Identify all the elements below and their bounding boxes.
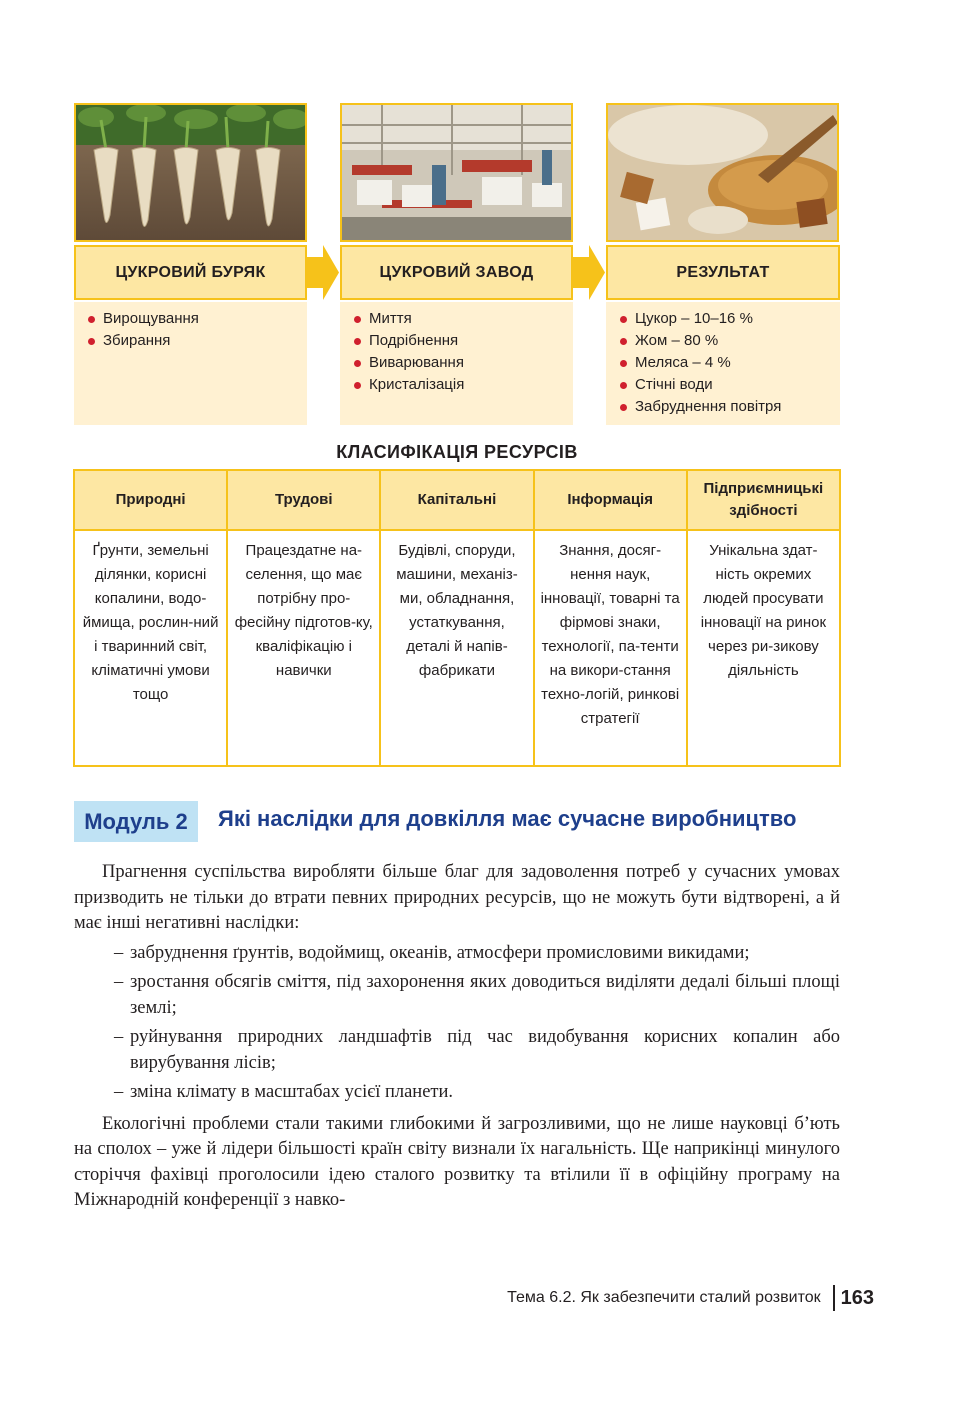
body-text [74, 860, 840, 1214]
list-item: Меляса – 4 % [620, 352, 840, 374]
list-item-text: зростання обсягів сміття, під захоронення яких доводиться виділяти дедалі більші площі землі; [130, 972, 840, 1018]
table-row [74, 530, 840, 766]
column-header: Капітальні [380, 470, 533, 530]
flow-heading: РЕЗУЛЬТАТ [606, 245, 840, 300]
sugar-photo [606, 103, 839, 242]
intro-paragraph: Прагнення суспільства виробляти більше благ для задоволення потреб у сучасних умовах призводить не тільки до втрати певних природних ресурсів, що не можуть бути відтворені, а й має інші негативні наслідки: [74, 862, 840, 933]
list-item [74, 1080, 840, 1106]
list-item [74, 970, 840, 1021]
arrow-right-icon [573, 245, 605, 300]
flow-steps [74, 302, 307, 425]
flow-steps [606, 302, 840, 425]
module-label: Модуль 2 [74, 801, 198, 842]
flow-column-sugar-beet [74, 103, 307, 425]
list-item-text: забруднення ґрунтів, водоймищ, океанів, атмосфери промисловими викидами; [130, 942, 750, 963]
list-item: Миття [354, 308, 573, 330]
column-header: Інформація [534, 470, 687, 530]
list-item: Подрібнення [354, 330, 573, 352]
flow-heading: ЦУКРОВИЙ ЗАВОД [340, 245, 573, 300]
list-item: Вирощування [88, 308, 307, 330]
list-item-text: зміна клімату в масштабах усієї планети. [130, 1082, 454, 1102]
flow-column-sugar-factory [340, 103, 573, 425]
table-cell: Будівлі, споруди, машини, механіз-ми, обладнання, устаткування, деталі й напів-фабрикати [380, 530, 533, 766]
conclusion-paragraph: Екологічні проблеми стали такими глибокими й загрозливими, що не лише науковці б’ють на сполох – уже й лідери більшості країн світу визнали їх нагальність. Ще наприкінці минулого сторіччя фахівці проголосили ідею сталого розвитку та втілили її в офіційну програму на Міжнародній конференції з навко- [74, 1113, 840, 1210]
topic-title: Тема 6.2. Як забезпечити сталий розвиток [507, 1289, 821, 1306]
list-item: Цукор – 10–16 % [620, 308, 840, 330]
list-item [74, 941, 840, 967]
list-item-text: руйнування природних ландшафтів під час видобування корисних копалин або вирубування лісів; [130, 1027, 840, 1073]
table-cell: Унікальна здат-ність окремих людей просувати інновації на ринок через ри-зикову діяльність [687, 530, 840, 766]
classification-title: КЛАСИФІКАЦІЯ РЕСУРСІВ [336, 442, 578, 462]
consequences-list [74, 941, 840, 1106]
flow-steps [340, 302, 573, 425]
module-title: Які наслідки для довкілля має сучасне виробництво [218, 806, 797, 831]
process-flow [74, 103, 840, 425]
list-item: Виварювання [354, 352, 573, 374]
list-item: Збирання [88, 330, 307, 352]
list-item [74, 1025, 840, 1076]
sugar-factory-photo [340, 103, 573, 242]
list-item: Жом – 80 % [620, 330, 840, 352]
column-header: Підприємницькі здібності [687, 470, 840, 530]
dash-marker: – [114, 1027, 124, 1047]
list-item: Забруднення повітря [620, 396, 840, 418]
table-cell: Працездатне на-селення, що має потрібну про-фесійну підготов-ку, кваліфікацію і навички [227, 530, 380, 766]
list-item: Стічні води [620, 374, 840, 396]
table-header-row [74, 470, 840, 530]
flow-column-result [606, 103, 839, 425]
list-item: Кристалізація [354, 374, 573, 396]
column-header: Природні [74, 470, 227, 530]
table-cell: Знання, досяг-нення наук, інновації, товарні та фірмові знаки, технології, па-тенти на викори-стання техно-логій, ринкові стратегії [534, 530, 687, 766]
dash-marker: – [114, 972, 124, 992]
flow-heading: ЦУКРОВИЙ БУРЯК [74, 245, 307, 300]
sugar-beet-photo [74, 103, 307, 242]
resources-table [73, 469, 841, 767]
page-footer [507, 1285, 874, 1311]
arrow-right-icon [307, 245, 339, 300]
page-number: 163 [840, 1286, 874, 1309]
footer-divider [833, 1285, 835, 1311]
column-header: Трудові [227, 470, 380, 530]
dash-marker: – [114, 1082, 124, 1102]
dash-marker: – [114, 942, 124, 963]
table-cell: Ґрунти, земельні ділянки, корисні копалини, водо-ймища, рослин-ний і тваринний світ, кліматичні умови тощо [74, 530, 227, 766]
